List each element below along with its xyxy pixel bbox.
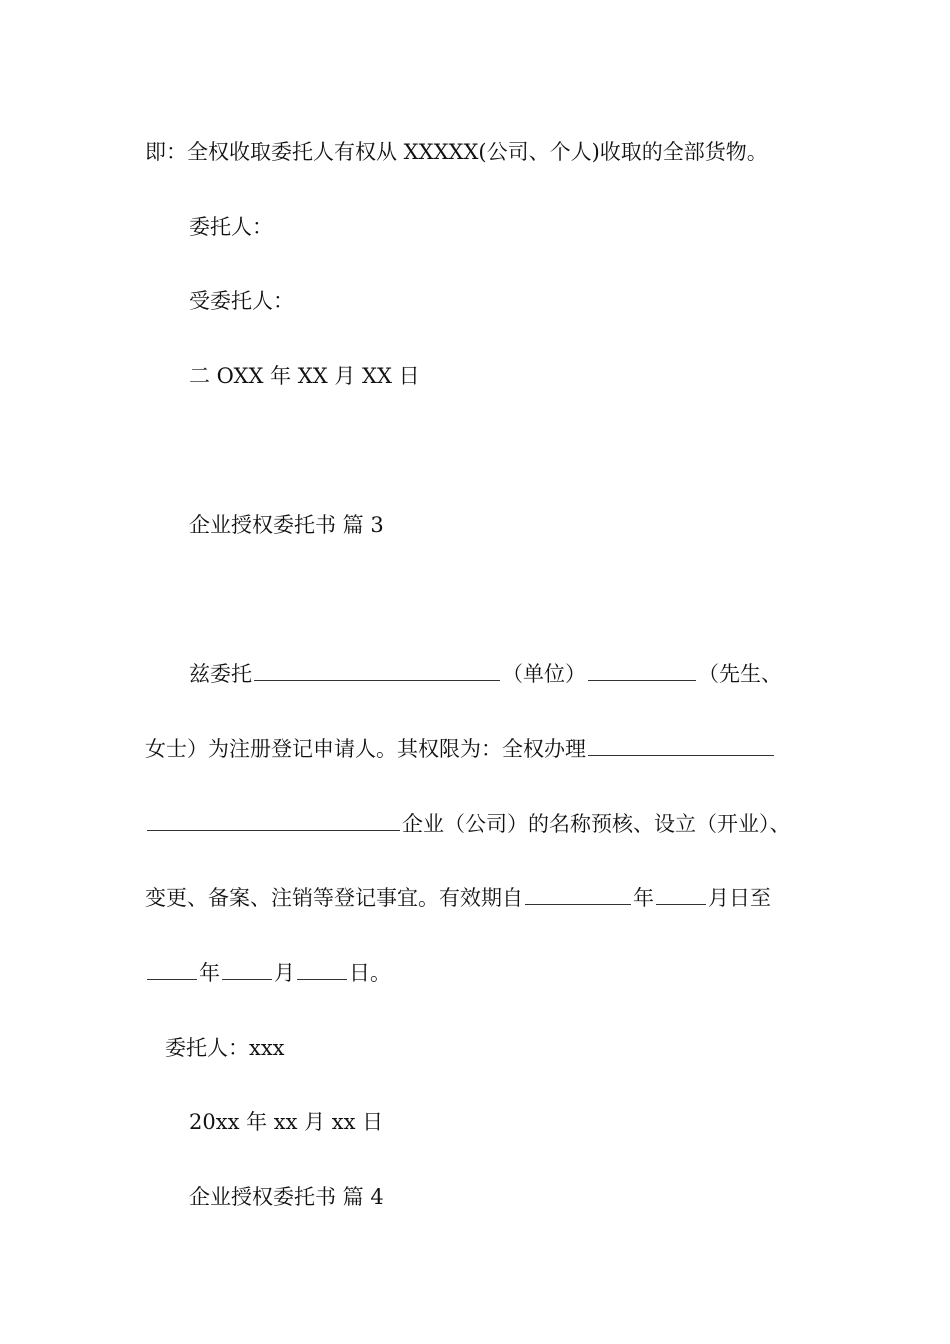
blank-end-year	[147, 959, 197, 980]
text-span: 兹委托	[189, 662, 252, 686]
blank-matter-continued	[147, 810, 400, 831]
text-line-agent: 受委托人：	[189, 289, 294, 313]
blank-start-year	[525, 884, 631, 905]
text-line-date-2: 20xx 年 xx 月 xx 日	[189, 1110, 384, 1134]
blank-start-month	[656, 884, 706, 905]
blank-matter	[588, 735, 774, 756]
section-heading-4: 企业授权委托书 篇 4	[189, 1185, 384, 1209]
text-span: （先生、	[698, 662, 782, 686]
paragraph-line-2	[145, 735, 776, 763]
text-line-principal: 委托人：	[189, 215, 273, 239]
text-span: 年	[199, 961, 220, 985]
text-line-signer: 委托人：xxx	[165, 1036, 285, 1060]
blank-end-day	[297, 959, 347, 980]
text-line-date-1: 二 OXX 年 XX 月 XX 日	[189, 364, 420, 388]
text-span: 变更、备案、注销等登记事宜。有效期自	[145, 886, 523, 910]
paragraph-line-4	[145, 884, 771, 912]
text-span: 日。	[349, 961, 391, 985]
text-span: 企业（公司）的名称预核、设立（开业）、	[402, 812, 791, 836]
paragraph-line-1	[189, 660, 782, 688]
blank-person-name	[588, 660, 696, 681]
text-span: 女士）为注册登记申请人。其权限为：全权办理	[145, 737, 586, 761]
paragraph-line-5	[145, 959, 391, 987]
blank-end-month	[222, 959, 272, 980]
blank-unit-name	[254, 660, 500, 681]
text-span: （单位）	[502, 662, 586, 686]
text-span: 月	[274, 961, 295, 985]
text-line-receive-goods: 即：全权收取委托人有权从 XXXXX(公司、个人)收取的全部货物。	[145, 140, 768, 164]
text-span: 年	[633, 886, 654, 910]
paragraph-line-3	[145, 810, 791, 838]
section-heading-3: 企业授权委托书 篇 3	[189, 513, 384, 537]
text-span: 月日至	[708, 886, 771, 910]
